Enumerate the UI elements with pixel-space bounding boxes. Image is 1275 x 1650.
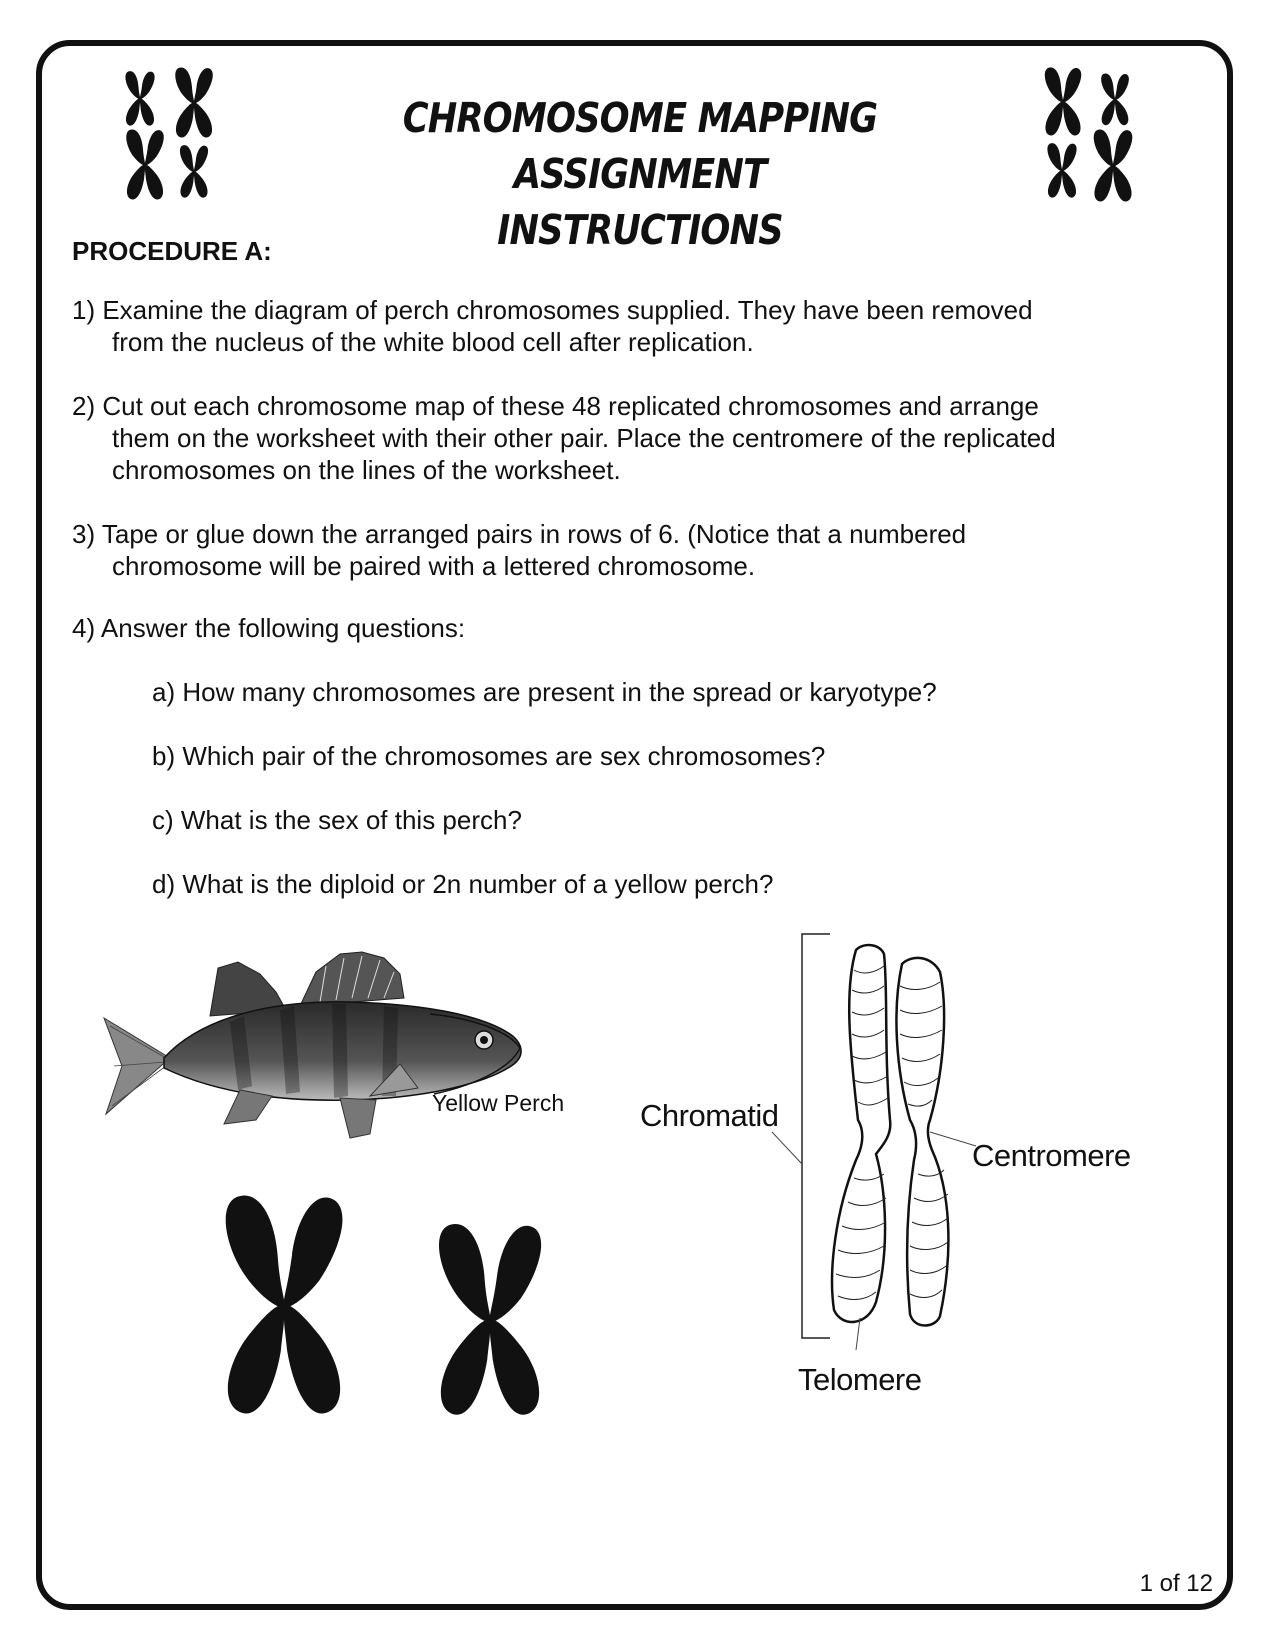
step-4-line: 4) Answer the following questions: (72, 613, 466, 643)
step-3 (72, 518, 1202, 582)
step-1-line: 1) Examine the diagram of perch chromosomes supplied. They have been removed (72, 295, 1033, 325)
step-1 (72, 294, 1202, 358)
telomere-label: Telomere (798, 1362, 922, 1397)
replicated-chromosome-diagram (780, 930, 980, 1350)
step-2-cont: them on the worksheet with their other pair. Place the centromere of the replicated chromosomes on the lines of the worksheet. (112, 423, 1056, 485)
centromere-label: Centromere (972, 1138, 1131, 1173)
page-number: 1 of 12 (1139, 1570, 1213, 1597)
title-line-1: CHROMOSOME MAPPING ASSIGNMENT (402, 94, 878, 198)
step-3-line: 3) Tape or glue down the arranged pairs in rows of 6. (Notice that a numbered (72, 519, 967, 549)
question-c: c) What is the sex of this perch? (152, 805, 522, 835)
step-1-cont: from the nucleus of the white blood cell after replication. (112, 327, 754, 357)
chromosome-cluster-left-icon (118, 66, 220, 202)
question-a: a) How many chromosomes are present in the spread or karyotype? (152, 677, 937, 707)
fish-caption: Yellow Perch (432, 1090, 565, 1116)
step-3-cont: chromosome will be paired with a lettered chromosome. (112, 551, 756, 581)
question-b: b) Which pair of the chromosomes are sex chromosomes? (152, 741, 826, 771)
large-chromosome-right-icon (420, 1200, 560, 1436)
step-2-line: 2) Cut out each chromosome map of these 48 replicated chromosomes and arrange (72, 391, 1039, 421)
chromatid-label: Chromatid (640, 1098, 779, 1133)
large-chromosome-left-icon (204, 1164, 364, 1442)
chromatid-leader-line (770, 1130, 810, 1170)
chromosome-cluster-right-icon (1038, 66, 1140, 202)
step-4 (72, 612, 1202, 644)
page-title (305, 90, 976, 258)
procedure-heading: PROCEDURE A: (72, 236, 272, 266)
question-d: d) What is the diploid or 2n number of a yellow perch? (152, 869, 774, 899)
yellow-perch-illustration (100, 948, 550, 1148)
step-2 (72, 390, 1202, 486)
title-line-2: INSTRUCTIONS (497, 206, 783, 254)
